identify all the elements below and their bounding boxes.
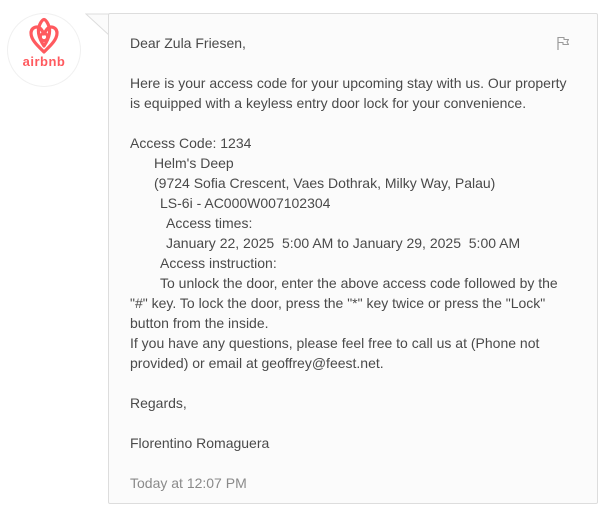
timestamp: Today at 12:07 PM (130, 475, 247, 491)
intro-line: Here is your access code for your upcoming stay with us. Our property (130, 75, 567, 91)
property-name: Helm's Deep (154, 155, 234, 171)
message-content (130, 33, 590, 493)
access-times-value: January 22, 2025 5:00 AM to January 29, 2025 5:00 AM (166, 235, 521, 251)
airbnb-logo-icon (26, 16, 62, 56)
lock-id: LS-6i - AC000W007102304 (160, 195, 331, 211)
access-code: Access Code: 1234 (130, 135, 252, 151)
instruction-line: button from the inside. (130, 315, 269, 331)
message-bubble (84, 13, 600, 505)
sender-name: Florentino Romaguera (130, 435, 270, 451)
airbnb-wordmark: airbnb (22, 54, 66, 69)
closing: Regards, (130, 395, 187, 411)
instruction-line: To unlock the door, enter the above access code followed by the (160, 275, 558, 291)
instruction-line: "#" key. To lock the door, press the "*" key twice or press the "Lock" (130, 295, 546, 311)
instruction-label: Access instruction: (160, 255, 277, 271)
message-body (108, 13, 598, 504)
intro-line: is equipped with a keyless entry door lock for your convenience. (130, 95, 527, 111)
contact-line: If you have any questions, please feel free to call us at (Phone not (130, 335, 540, 351)
access-times-label: Access times: (166, 215, 253, 231)
contact-line: provided) or email at geoffrey@feest.net. (130, 355, 384, 371)
greeting: Dear Zula Friesen, (130, 35, 246, 51)
avatar[interactable] (8, 14, 80, 86)
property-address: (9724 Sofia Crescent, Vaes Dothrak, Milky Way, Palau) (154, 175, 496, 191)
